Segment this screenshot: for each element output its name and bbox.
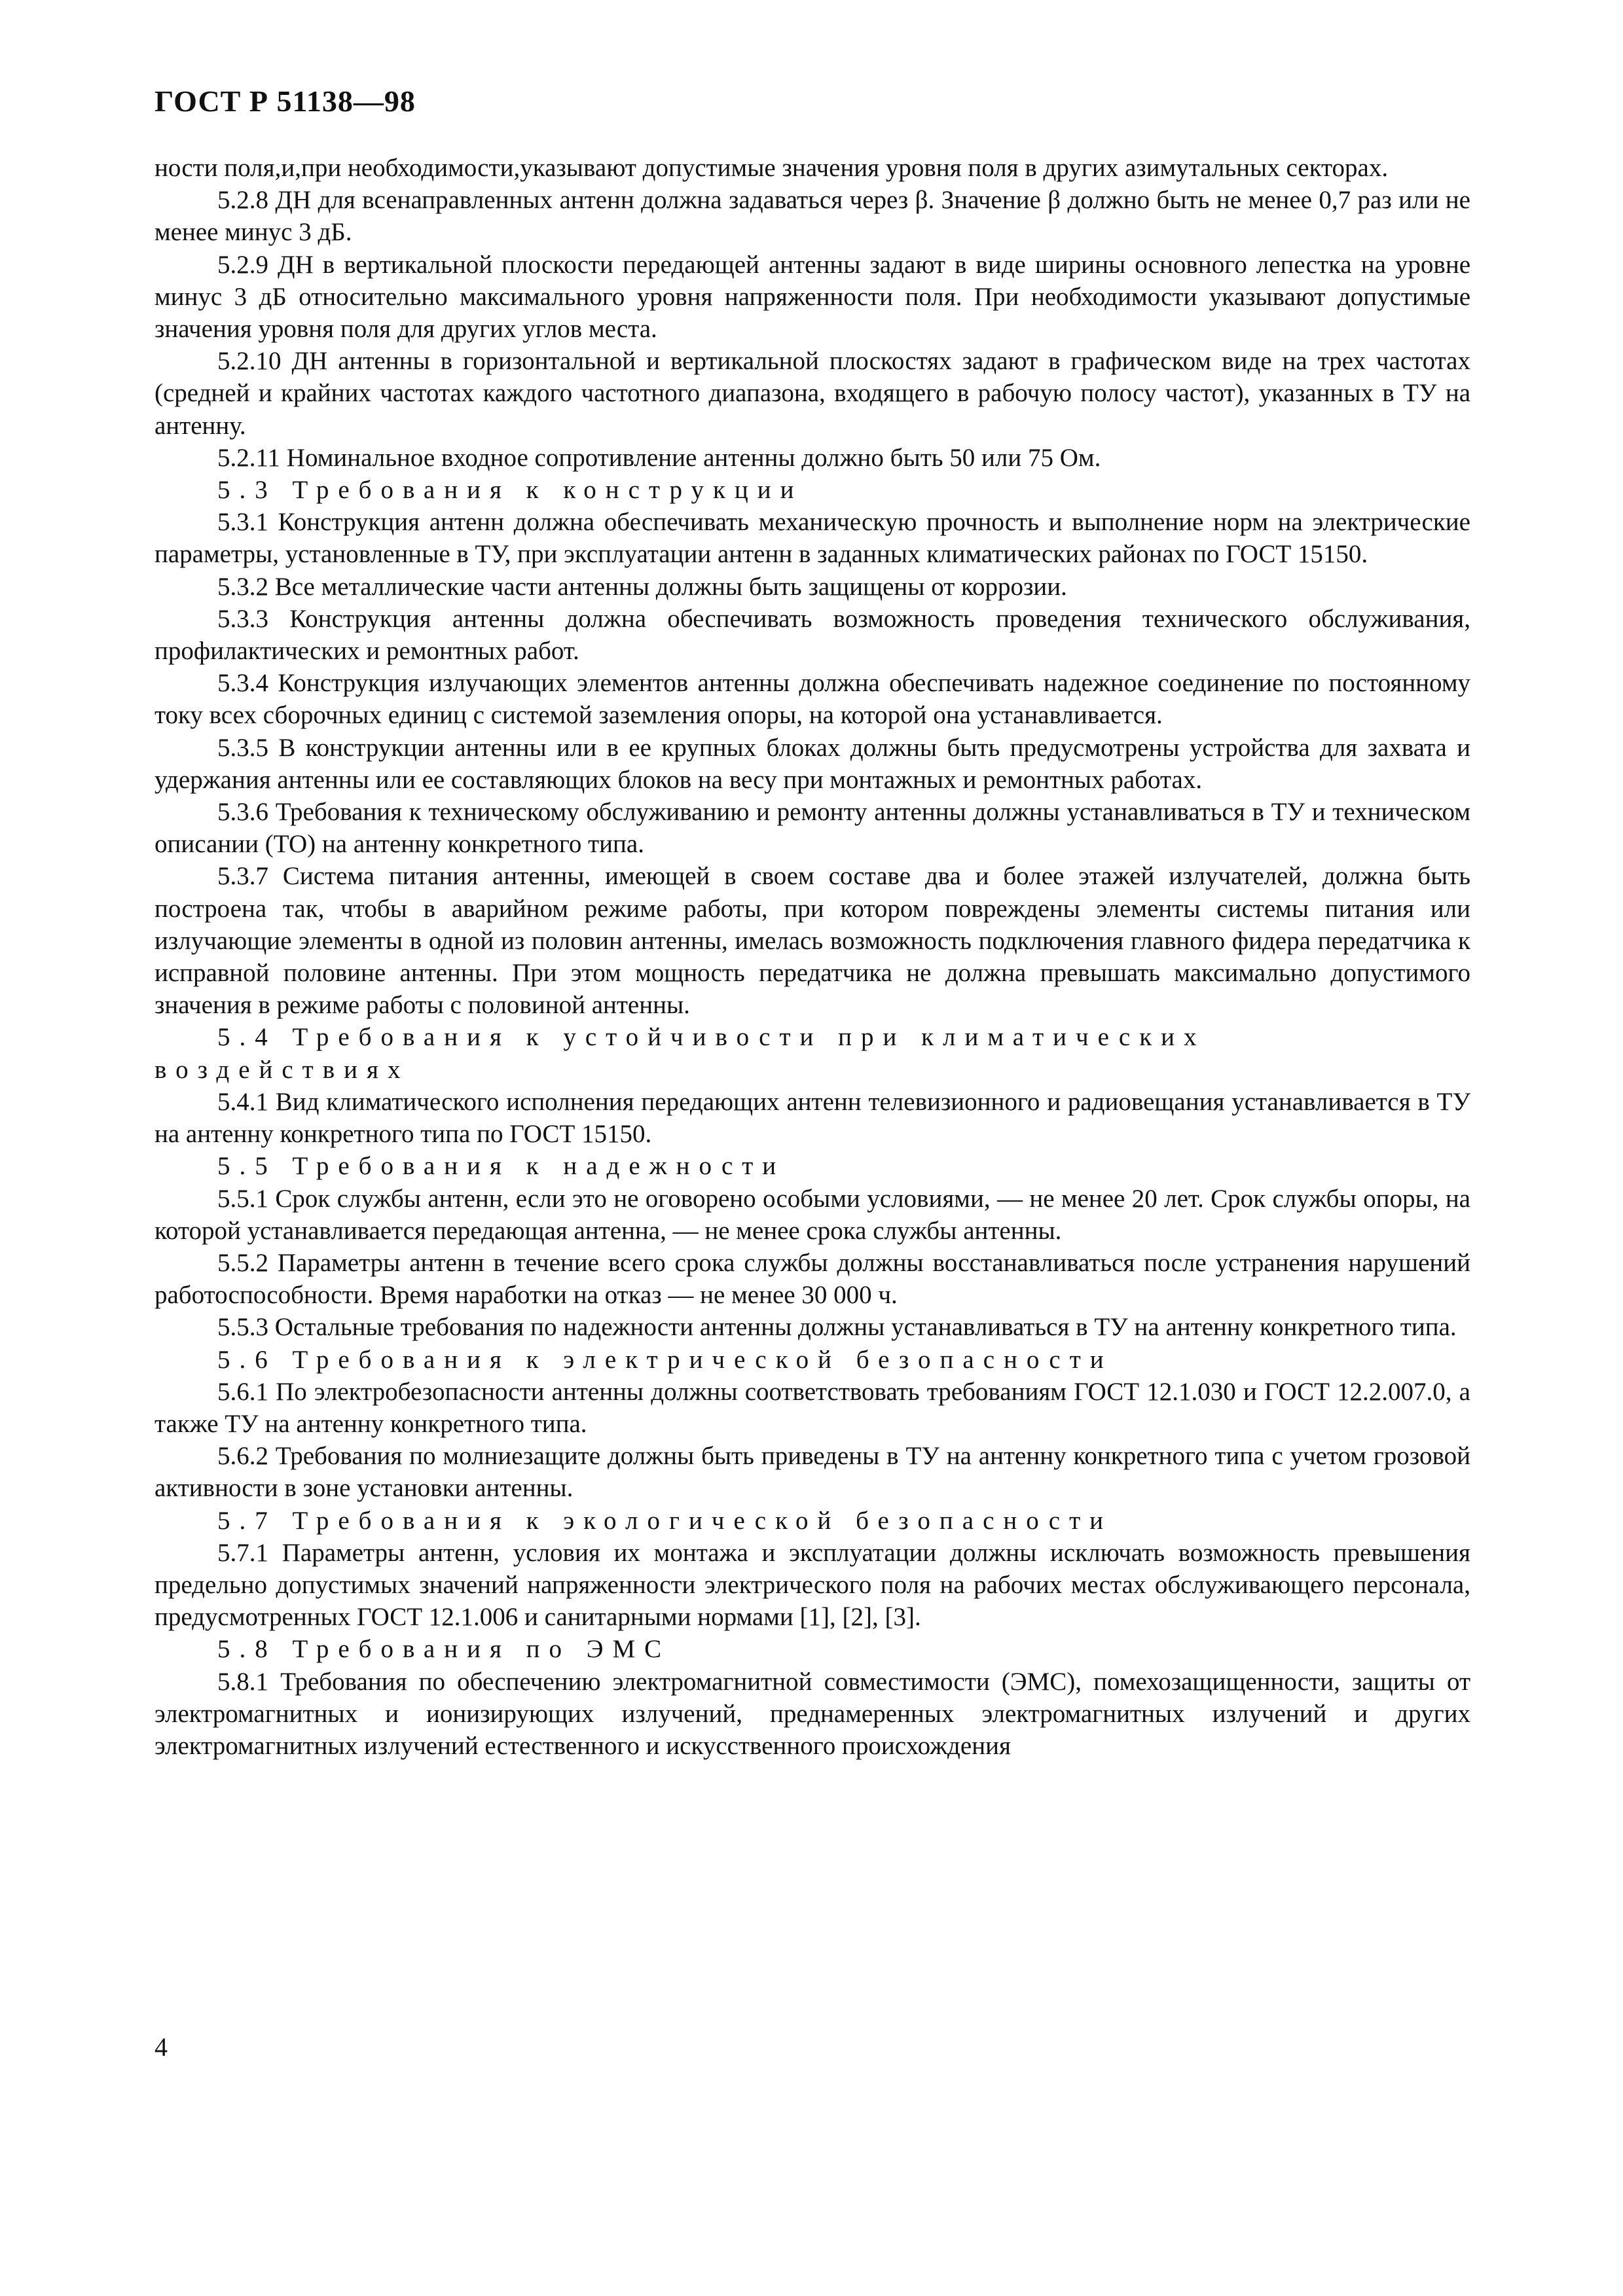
section-heading-5-4: 5.4 Требования к устойчивости при климатических воздействиях [155,1023,1206,1084]
clause-5-5-3: 5.5.3 Остальные требования по надежности антенны должны устанавливаться в ТУ на антенну конкретного типа. [217,1313,1457,1342]
clause-5-3-7: 5.3.7 Система питания антенны, имеющей в своем составе два и более этажей излучателей, должна быть построена так, чтобы в аварийном режиме работы, при котором повреждены элементы системы питания или излучающие элементы в одной из половин антенны, имелась возможность подключения главного фидера передатчика к исправной половине антенны. При этом мощность передатчика не должна превышать максимально допустимого значения в режиме работы с половиной антенны. [155,862,1470,1020]
clause-5-2-9: 5.2.9 ДН в вертикальной плоскости передающей антенны задают в виде ширины основного лепестка на уровне минус 3 дБ относительно максимального уровня напряженности поля. При необходимости указывают допустимые значения уровня поля для других углов места. [155,250,1470,344]
clause-5-2-11: 5.2.11 Номинальное входное сопротивление антенны должно быть 50 или 75 Ом. [217,443,1101,472]
clause-5-6-1: 5.6.1 По электробезопасности антенны должны соответствовать требованиям ГОСТ 12.1.030 и ГОСТ 12.2.007.0, а также ТУ на антенну конкретного типа. [155,1377,1470,1438]
clause-5-3-2: 5.3.2 Все металлические части антенны должны быть защищены от коррозии. [217,572,1067,601]
section-heading-5-5: 5.5 Требования к надежности [217,1152,786,1181]
section-heading-5-6: 5.6 Требования к электрической безопасности [217,1345,1113,1374]
section-heading-5-8: 5.8 Требования по ЭМС [217,1635,671,1664]
clause-5-3-6: 5.3.6 Требования к техническому обслуживанию и ремонту антенны должны устанавливаться в ТУ и техническом описании (ТО) на антенну конкретного типа. [155,798,1470,859]
standard-code-header: ГОСТ Р 51138—98 [155,84,416,118]
document-body [155,152,1470,1762]
clause-5-6-2: 5.6.2 Требования по молниезащите должны быть приведены в ТУ на антенну конкретного типа с учетом грозовой активности в зоне установки антенны. [155,1442,1470,1503]
section-heading-5-3: 5.3 Требования к конструкции [217,476,803,505]
clause-5-5-2: 5.5.2 Параметры антенн в течение всего срока службы должны восстанавливаться после устранения нарушений работоспособности. Время наработки на отказ — не менее 30 000 ч. [155,1248,1470,1310]
paragraph-continuation: ности поля,и,при необходимости,указывают допустимые значения уровня поля в других азимутальных секторах. [155,154,1389,182]
section-heading-5-7: 5.7 Требования к экологической безопасности [217,1506,1112,1535]
clause-5-3-3: 5.3.3 Конструкция антенны должна обеспечивать возможность проведения технического обслуживания, профилактических и ремонтных работ. [155,604,1470,666]
clause-5-3-4: 5.3.4 Конструкция излучающих элементов антенны должна обеспечивать надежное соединение по постоянному току всех сборочных единиц с системой заземления опоры, на которой она устанавливается. [155,669,1470,730]
clause-5-7-1: 5.7.1 Параметры антенн, условия их монтажа и эксплуатации должны исключать возможность превышения предельно допустимых значений напряженности электрического поля на рабочих местах обслуживающего персонала, предусмотренных ГОСТ 12.1.006 и санитарными нормами [1], [2], [3]. [155,1538,1470,1632]
clause-5-2-10: 5.2.10 ДН антенны в горизонтальной и вертикальной плоскостях задают в графическом виде на трех частотах (средней и крайних частотах каждого частотного диапазона, входящего в рабочую полосу частот), указанных в ТУ на антенну. [155,347,1470,440]
clause-5-3-5: 5.3.5 В конструкции антенны или в ее крупных блоках должны быть предусмотрены устройства для захвата и удержания антенны или ее составляющих блоков на весу при монтажных и ремонтных работах. [155,733,1470,794]
clause-5-8-1: 5.8.1 Требования по обеспечению электромагнитной совместимости (ЭМС), помехозащищенности, защиты от электромагнитных и ионизирующих излучений, преднамеренных электромагнитных излучений и других электромагнитных излучений естественного и искусственного происхождения [155,1667,1470,1760]
clause-5-5-1: 5.5.1 Срок службы антенн, если это не оговорено особыми условиями, — не менее 20 лет. Срок службы опоры, на которой устанавливается передающая антенна, — не менее срока службы антенны. [155,1184,1470,1245]
clause-5-2-8: 5.2.8 ДН для всенаправленных антенн должна задаваться через β. Значение β должно быть не менее 0,7 раз или не менее минус 3 дБ. [155,186,1470,247]
clause-5-4-1: 5.4.1 Вид климатического исполнения передающих антенн телевизионного и радиовещания устанавливается в ТУ на антенну конкретного типа по ГОСТ 15150. [155,1087,1470,1149]
clause-5-3-1: 5.3.1 Конструкция антенн должна обеспечивать механическую прочность и выполнение норм на электрические параметры, установленные в ТУ, при эксплуатации антенн в заданных климатических районах по ГОСТ 15150. [155,508,1470,569]
page-number: 4 [155,2032,168,2062]
